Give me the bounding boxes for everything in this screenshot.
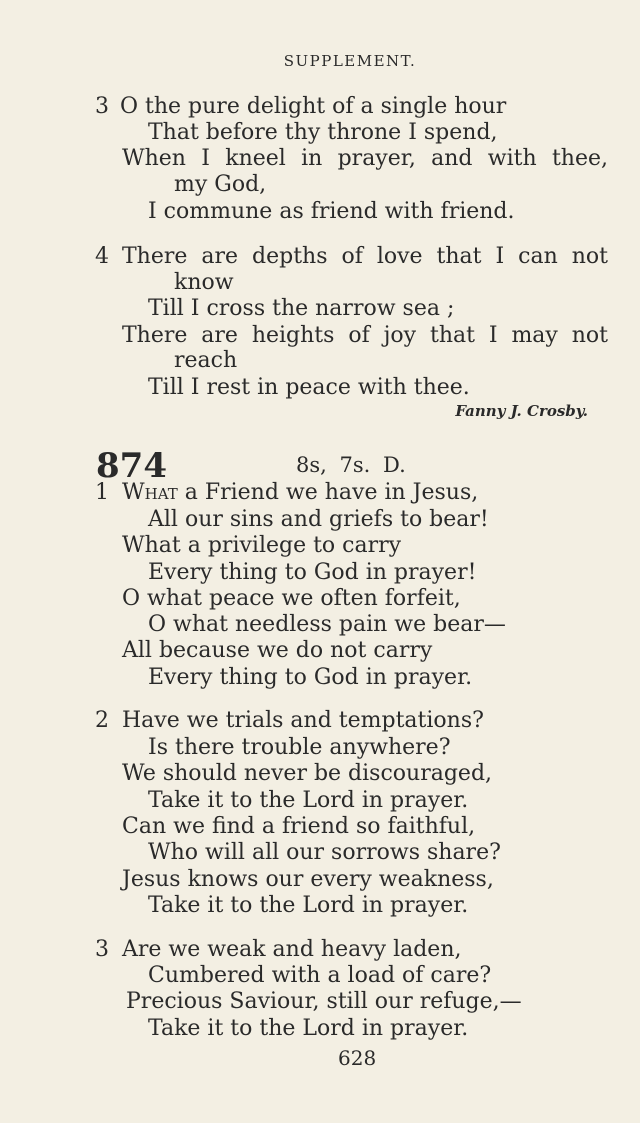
verse-line: All because we do not carry bbox=[122, 638, 433, 663]
stanza-number: 4 bbox=[95, 244, 109, 269]
verse-line: I commune as friend with friend. bbox=[148, 199, 515, 224]
verse-line: When I kneel in prayer, and with thee, bbox=[122, 146, 608, 171]
verse-line: There are depths of love that I can not bbox=[122, 244, 608, 269]
verse-line: Till I cross the narrow sea ; bbox=[148, 296, 455, 321]
first-word: What bbox=[122, 480, 178, 505]
verse-line: my God, bbox=[174, 172, 267, 197]
verse-line: Every thing to God in prayer. bbox=[148, 665, 473, 690]
verse-line: Who will all our sorrows share? bbox=[148, 840, 501, 865]
verse-line: O what needless pain we bear— bbox=[148, 612, 506, 637]
verse-line: Take it to the Lord in prayer. bbox=[148, 1016, 469, 1041]
verse-line: reach bbox=[174, 348, 238, 373]
verse-line bbox=[122, 482, 478, 504]
verse-line: Precious Saviour, still our refuge,— bbox=[126, 989, 522, 1014]
verse-line: Cumbered with a load of care? bbox=[148, 963, 492, 988]
verse-line: We should never be discouraged, bbox=[122, 761, 493, 786]
verse-line: Are we weak and heavy laden, bbox=[122, 937, 462, 962]
verse-line: Take it to the Lord in prayer. bbox=[148, 788, 469, 813]
running-header: SUPPLEMENT. bbox=[283, 52, 417, 70]
page-number: 628 bbox=[338, 1046, 377, 1070]
verse-line: O what peace we often forfeit, bbox=[122, 586, 461, 611]
verse-line: Jesus knows our every weakness, bbox=[122, 867, 494, 892]
stanza-number: 3 bbox=[95, 937, 109, 962]
stanza-number: 3 bbox=[95, 94, 109, 119]
verse-line: Every thing to God in prayer! bbox=[148, 560, 477, 585]
verse-line: Take it to the Lord in prayer. bbox=[148, 893, 469, 918]
hymn-meter: 8s, 7s. D. bbox=[296, 453, 406, 477]
verse-line: That before thy throne I spend, bbox=[148, 120, 498, 145]
verse-line: know bbox=[174, 270, 234, 295]
verse-line: O the pure delight of a single hour bbox=[120, 94, 507, 119]
hymn-number: 874 bbox=[96, 446, 167, 486]
stanza-number: 2 bbox=[95, 708, 109, 733]
verse-line: Is there trouble anywhere? bbox=[148, 735, 451, 760]
author-attribution: Fanny J. Crosby. bbox=[455, 402, 588, 420]
verse-line: There are heights of joy that I may not bbox=[122, 323, 608, 348]
verse-line: Have we trials and temptations? bbox=[122, 708, 484, 733]
verse-line: Till I rest in peace with thee. bbox=[148, 375, 470, 400]
verse-line: Can we find a friend so faithful, bbox=[122, 814, 476, 839]
verse-line: What a privilege to carry bbox=[122, 533, 402, 558]
verse-line: All our sins and griefs to bear! bbox=[148, 507, 489, 532]
stanza-number: 1 bbox=[95, 480, 109, 505]
verse-line-rest: a Friend we have in Jesus, bbox=[177, 480, 479, 505]
